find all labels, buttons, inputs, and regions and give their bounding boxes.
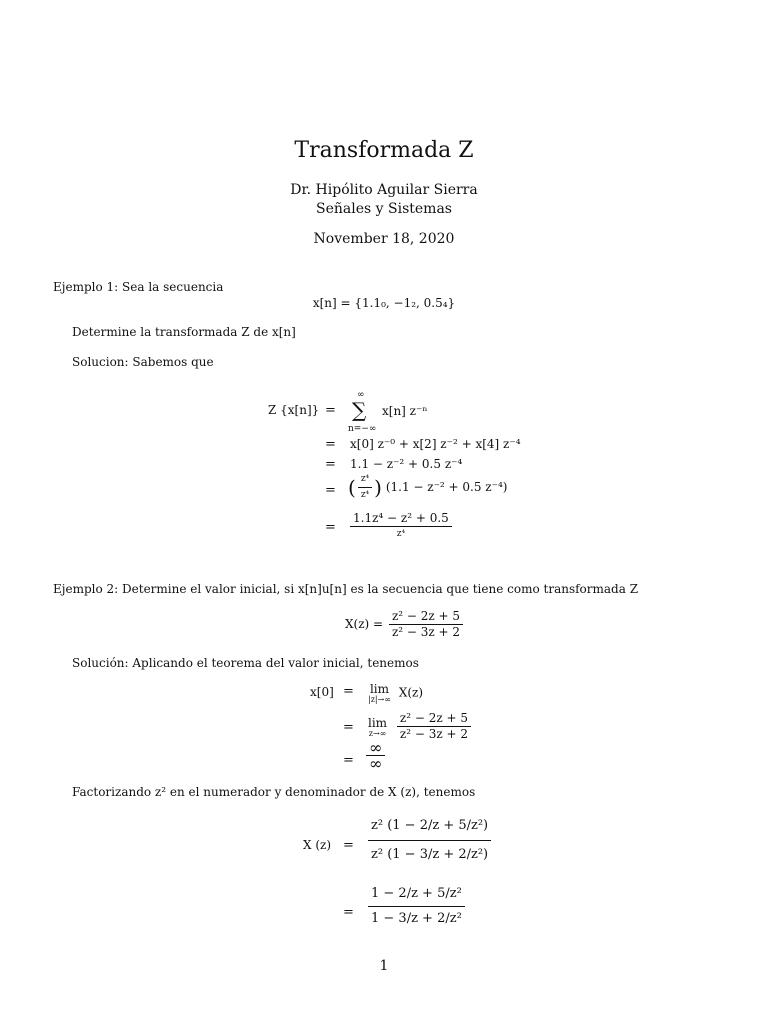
ejemplo2-solution-intro: Solución: Aplicando el teorema del valor inicial, tenemos [72,656,419,670]
eq-sign-5: = [325,520,336,535]
sum-lower-limit: n=−∞ [348,424,377,434]
author-name: Dr. Hipólito Aguilar Sierra [290,182,478,198]
ejemplo2-Xz-definition [345,609,465,640]
Xz-def-lhs: X(z) = [345,617,384,631]
factor2-den: 1 − 3/z + 2/z² [371,911,462,926]
lim-word-1: lim [369,682,390,696]
factor1-den: z² (1 − 3/z + 2/z²) [371,847,489,862]
eq-line-5 [348,511,454,542]
eq4-frac-num: z⁴ [358,472,372,488]
ejemplo1-heading [53,280,223,294]
eq5-num: 1.1z⁴ − z² + 0.5 [350,511,452,527]
eq-sign-1: = [325,403,336,418]
ejemplo2-intro: Determine el valor inicial, si x[n]u[n] es la secuencia que tiene como transformada Z [122,582,639,596]
factor-line-1 [366,812,493,869]
lim-line-2 [368,711,473,742]
lim-eq-sign-1: = [343,684,354,699]
eq-line-4: ( $\frac{\text{z⁴}}{\text{z⁴}}$ ) (1.1 − z⁻² + 0.5 z⁻⁴) [348,472,507,503]
factor-eq-sign-1: = [343,838,354,853]
lim-sub-2: z→∞ [368,728,387,738]
factor-line-2 [366,882,467,931]
ejemplo1-sequence: x[n] = {1.1₀, −1₂, 0.5₄} [312,296,456,310]
eq4-frac-den: z⁴ [360,490,370,500]
ejemplo1-intro: Sea la secuencia [122,280,224,294]
lim-line-1 [368,682,423,704]
factorizando-text: Factorizando z² en el numerador y denominador de X (z), tenemos [72,785,476,799]
lim-word-2: lim [368,715,388,730]
lim-eq-sign-2: = [343,720,354,735]
course-name: Señales y Sistemas [316,201,452,217]
Xz-def-den: z² − 3z + 2 [391,625,461,639]
eq-line-1: x[n] z⁻ⁿ [382,404,428,418]
ejemplo1-solution-intro: Solucion: Sabemos que [72,355,214,369]
sum-upper-limit: ∞ [357,390,365,400]
x0-lhs: x[0] [310,685,334,699]
page-number: 1 [379,958,389,974]
ejemplo1-label: Ejemplo 1: [53,280,119,294]
inf-den: ∞ [369,754,383,773]
paper-date: November 18, 2020 [313,231,455,247]
eq-line-2: x[0] z⁻⁰ + x[2] z⁻² + x[4] z⁻⁴ [350,437,521,451]
eq5-den: z⁴ [396,529,406,539]
factor2-num: 1 − 2/z + 5/z² [368,882,465,907]
lim-expr-1: X(z) [398,685,424,700]
eq-line-3: 1.1 − z⁻² + 0.5 z⁻⁴ [350,457,463,471]
factor-eq-sign-2: = [343,905,354,920]
eq-sign-2: = [325,437,336,452]
ejemplo1-eq-lhs: Z {x[n]} [268,403,320,417]
eq-sign-4: = [325,483,336,498]
ejemplo1-task: Determine la transformada Z de x[n] [72,325,296,339]
paper-title: Transformada Z [294,138,474,163]
lim-sub-1: |z|→∞ [368,695,391,704]
eq4-rest: (1.1 − z⁻² + 0.5 z⁻⁴) [385,480,508,494]
Xz-def-num: z² − 2z + 5 [389,609,463,625]
lim-line-3 [364,740,387,771]
summation-symbol: ∑ [352,398,367,422]
lim2-num: z² − 2z + 5 [397,711,471,727]
eq-sign-3: = [325,457,336,472]
lim-eq-sign-3: = [343,753,354,768]
inf-num: ∞ [366,740,385,756]
ejemplo2-heading [53,582,638,596]
Xz-lhs: X (z) [303,838,332,852]
lim2-den: z² − 3z + 2 [399,727,468,741]
factor1-num: z² (1 − 2/z + 5/z²) [368,812,491,841]
ejemplo2-label: Ejemplo 2: [53,582,119,596]
